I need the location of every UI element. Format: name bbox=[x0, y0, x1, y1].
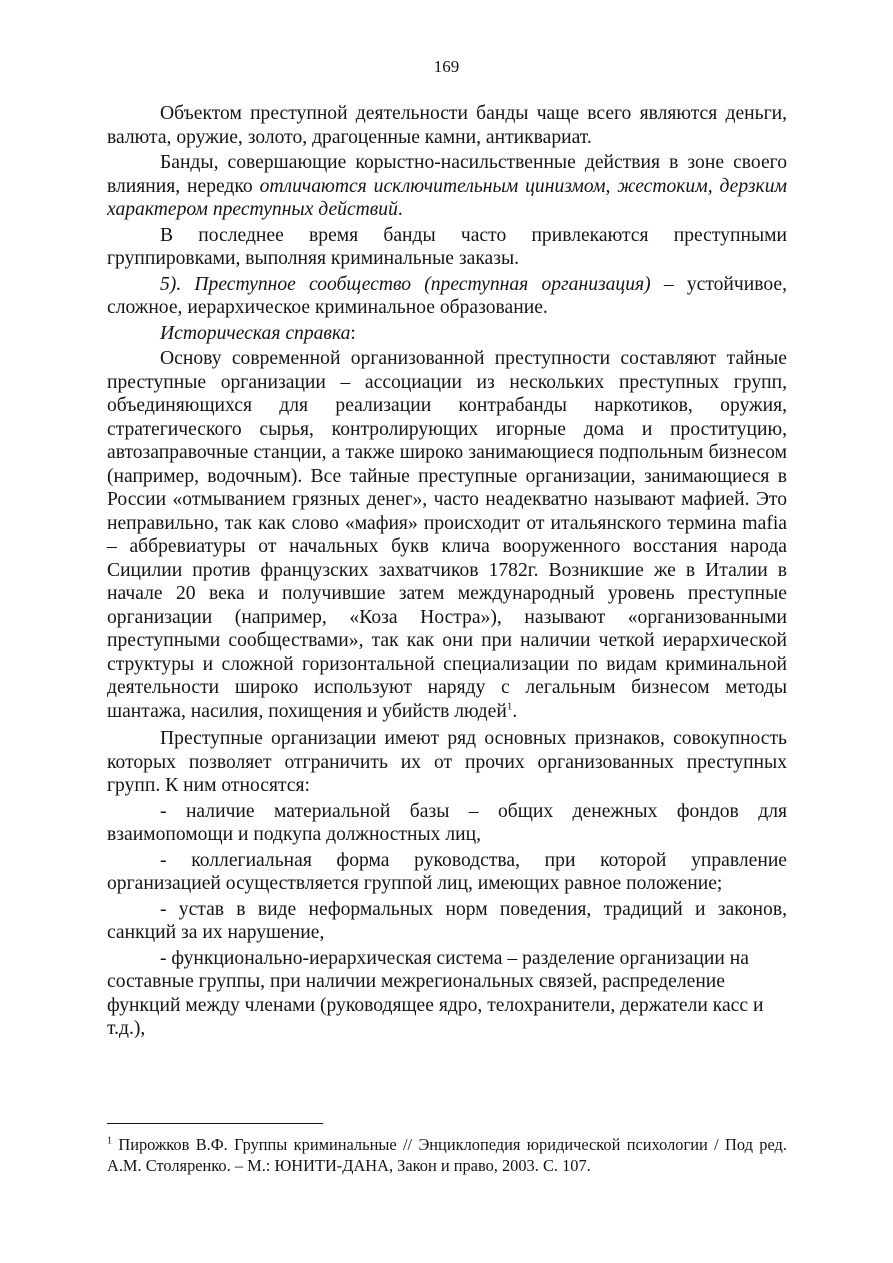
page-number: 169 bbox=[433, 57, 460, 76]
list-item: - наличие материальной базы – общих денежных фондов для взаимопомощи и подкупа должностных лиц, bbox=[107, 800, 787, 845]
historical-note-heading: Историческая справка bbox=[160, 322, 351, 344]
historical-note-colon: : bbox=[350, 322, 356, 344]
footnote bbox=[107, 1135, 787, 1176]
list-item: - коллегиальная форма руководства, при которой управление организацией осуществляется группой лиц, имеющих равное положение; bbox=[107, 849, 787, 894]
paragraph-1: Объектом преступной деятельности банды чаще всего являются деньги, валюта, оружие, золото, драгоценные камни, антиквариат. bbox=[107, 103, 787, 148]
paragraph-6-text: Основу современной организованной преступности составляют тайные преступные организации – ассоциации из нескольких преступных групп, объединяющихся для реализации контрабанды наркотиков, оружия, стратегического сырья, контролирующих игорные дома и проституцию, автозаправочные станции, а также широко занимающиеся подпольным бизнесом (например, водочным). Все тайные преступные организации, занимающиеся в России «отмыванием грязных денег», часто неадекватно называют мафией. Это неправильно, так как слово «мафия» происходит от итальянского термина mafia – аббревиатуры от начальных букв клича вооруженного восстания народа Сицилии против французских захватчиков 1782г. Возникшие же в Италии в начале 20 века и получившие затем международный уровень преступные организации (например, «Коза Ностра»), называют «организованными преступными сообществами», так как они при наличии четкой иерархической структуры и сложной горизонтальной специализации по видам криминальной деятельности широко используют наряду с легальным бизнесом методы шантажа, насилия, похищения и убийств людей bbox=[107, 348, 787, 722]
footnote-divider bbox=[107, 1123, 323, 1124]
paragraph-4 bbox=[107, 273, 787, 320]
list-item: - функционально-иерархическая система – разделение организации на составные группы, при наличии межрегиональных связей, распределение функций между членами (руководящее ядро, телохранители, держатели касс и т.д.), bbox=[107, 947, 764, 1039]
paragraph-2-emphasis: отличаются исключительным цинизмом, жестоким, дерзким характером преступных действий bbox=[107, 175, 787, 220]
footnote-mark: 1 bbox=[107, 1135, 112, 1147]
paragraph-6-end: . bbox=[512, 700, 518, 722]
paragraph-7: Преступные организации имеют ряд основных признаков, совокупность которых позволяет отграничить их от прочих организованных преступных групп. К ним относятся: bbox=[107, 728, 787, 796]
paragraph-6 bbox=[107, 347, 787, 723]
paragraph-3: В последнее время банды часто привлекаются преступными группировками, выполняя криминальные заказы. bbox=[107, 224, 787, 269]
footnote-reference[interactable]: 1 bbox=[506, 699, 513, 712]
paragraph-2 bbox=[107, 151, 787, 222]
footnote-text: Пирожков В.Ф. Группы криминальные // Энциклопедия юридической психологии / Под ред. А.М. Столяренко. – М.: ЮНИТИ-ДАНА, Закон и право, 2003. С. 107. bbox=[107, 1135, 787, 1175]
paragraph-2-end: . bbox=[397, 199, 403, 220]
list-item: - устав в виде неформальных норм поведения, традиций и законов, санкций за их нарушение, bbox=[107, 898, 787, 943]
page-body bbox=[107, 102, 787, 1043]
paragraph-5 bbox=[107, 322, 787, 346]
paragraph-2-start: Банды, совершающие корыстно-насильственные действия в зоне своего влияния, нередко bbox=[107, 152, 787, 197]
paragraph-4-definition: – устойчивое, сложное, иерархическое криминальное образование. bbox=[107, 273, 788, 318]
paragraph-4-term: 5). Преступное сообщество (преступная организация) bbox=[160, 273, 651, 295]
